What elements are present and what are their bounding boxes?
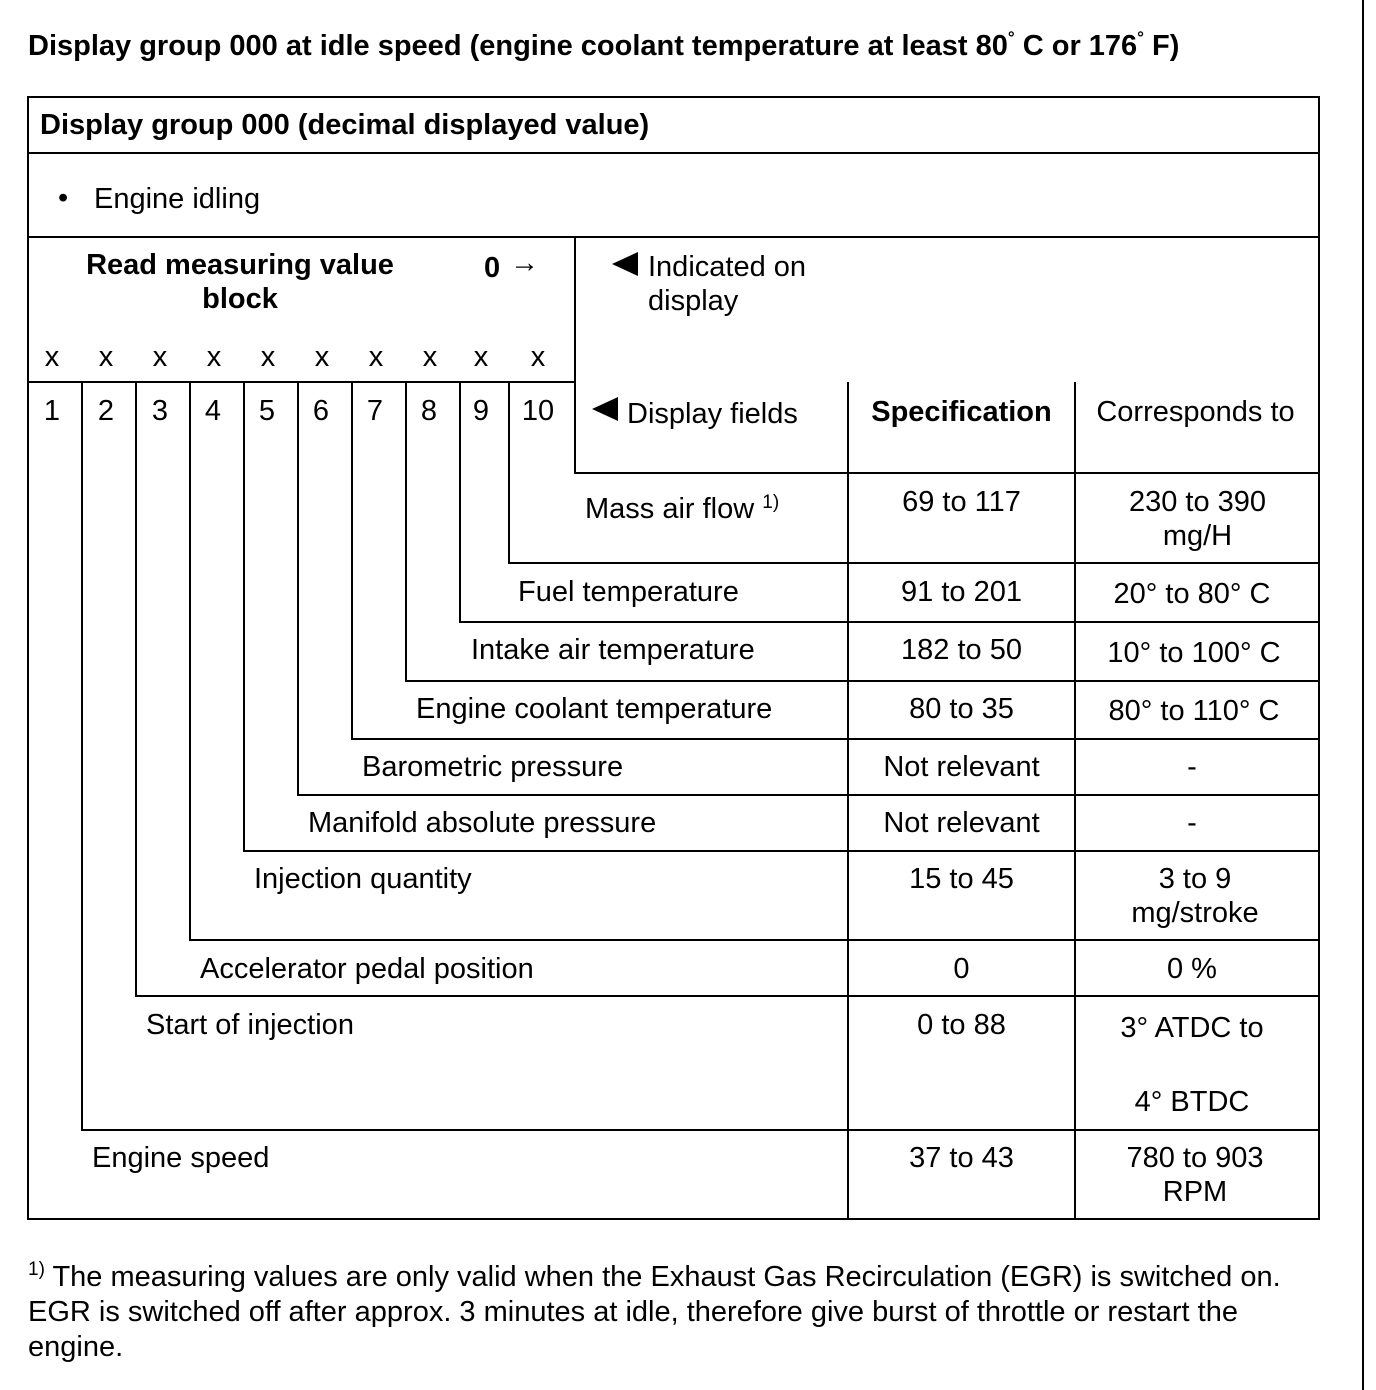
- degree-symbol: °: [1007, 28, 1015, 47]
- field-label: Intake air temperature: [471, 634, 755, 666]
- field-label: Barometric pressure: [362, 751, 624, 783]
- row-divider: [135, 995, 1320, 997]
- page-title: [28, 29, 1179, 63]
- x-mark: x: [368, 341, 384, 373]
- x-mark: x: [314, 341, 330, 373]
- read-block-label: Read measuring value block: [86, 249, 394, 315]
- field-number: 5: [258, 395, 276, 427]
- field-10-leader: [508, 382, 510, 563]
- field-number: 2: [97, 395, 115, 427]
- spec-value: 91 to 201: [901, 576, 1022, 608]
- spec-value: 80 to 35: [909, 693, 1014, 725]
- page-title-prefix: Display group 000 at idle speed (engine coolant temperature at least 80: [28, 30, 1008, 62]
- spec-value: 37 to 43: [909, 1142, 1014, 1174]
- table-border: [27, 96, 1320, 98]
- field-label: Manifold absolute pressure: [308, 807, 657, 839]
- spec-value: 69 to 117: [902, 486, 1021, 518]
- page-title-middle: C or 176: [1014, 30, 1138, 62]
- indicated-on-display: Indicated on display: [648, 251, 807, 317]
- field-label: Start of injection: [146, 1009, 354, 1041]
- spec-value: 0 to 88: [917, 1009, 1006, 1041]
- table-caption: Display group 000 (decimal displayed value): [40, 109, 650, 141]
- spec-value: 0: [953, 953, 970, 985]
- corresponds-value: 80° to 110° C: [1108, 695, 1280, 727]
- table-border: [27, 1218, 1320, 1220]
- row-divider: [243, 850, 1320, 852]
- row-divider: [459, 621, 1320, 623]
- row-divider: [189, 939, 1320, 941]
- field-label-text: Mass air flow: [585, 493, 755, 525]
- degree-symbol: °: [1137, 28, 1144, 47]
- spec-value: 182 to 50: [901, 634, 1022, 666]
- field-label: Engine speed: [92, 1142, 270, 1174]
- field-number: 4: [204, 395, 222, 427]
- triangle-left-icon: [612, 252, 638, 276]
- footnote: [28, 1260, 1318, 1365]
- right-arrow-icon: →: [510, 247, 539, 279]
- field-label: Engine coolant temperature: [416, 693, 773, 725]
- corresponds-value: 3 to 9 mg/stroke: [1131, 863, 1259, 929]
- spec-value: Not relevant: [883, 751, 1040, 783]
- x-mark: x: [98, 341, 114, 373]
- x-mark: x: [473, 341, 489, 373]
- corresponds-value-line2: 4° BTDC: [1134, 1086, 1250, 1118]
- x-mark: x: [422, 341, 438, 373]
- divider: [574, 472, 1320, 474]
- corresponds-value: 3° ATDC to: [1120, 1012, 1264, 1044]
- corresponds-value: 230 to 390 mg/H: [1128, 486, 1267, 552]
- field-9-leader: [459, 382, 461, 622]
- corresponds-value: 20° to 80° C: [1113, 578, 1271, 610]
- field-number: 8: [420, 395, 438, 427]
- field-label: Injection quantity: [254, 863, 472, 895]
- spec-value: 15 to 45: [909, 863, 1014, 895]
- page-title-suffix: F): [1143, 30, 1180, 62]
- field-number: 3: [151, 395, 169, 427]
- row-divider: [81, 1129, 1320, 1131]
- field-6-leader: [297, 382, 299, 795]
- field-8-leader: [405, 382, 407, 681]
- field-3-leader: [135, 382, 137, 996]
- divider: [27, 236, 1320, 238]
- corresponds-value: 780 to 903 RPM: [1126, 1142, 1264, 1208]
- spec-value: Not relevant: [883, 807, 1040, 839]
- x-mark: x: [44, 341, 60, 373]
- field-5-leader: [243, 382, 245, 851]
- field-label: Accelerator pedal position: [200, 953, 534, 985]
- row-divider: [351, 738, 1320, 740]
- field-number: 6: [312, 395, 330, 427]
- field-number: 1: [43, 395, 61, 427]
- x-mark: x: [260, 341, 276, 373]
- row-divider: [297, 794, 1320, 796]
- field-2-leader: [81, 382, 83, 1130]
- divider: [27, 152, 1320, 154]
- table-border: [1318, 96, 1320, 1220]
- group-number: 0: [484, 252, 501, 284]
- divider: [27, 381, 575, 383]
- footnote-text: The measuring values are only valid when the Exhaust Gas Recirculation (EGR) is switched on. EGR is switched off after approx. 3 minutes at idle, therefore give burst of throttle or restart the engine.: [28, 1261, 1281, 1363]
- table-border: [27, 96, 29, 1220]
- specification-header: Specification: [871, 396, 1052, 428]
- footnote-marker: 1): [28, 1259, 45, 1280]
- corresponds-value: 10° to 100° C: [1107, 637, 1281, 669]
- corresponds-value: -: [1187, 807, 1197, 839]
- field-label: [585, 492, 779, 526]
- corresponds-value: 0 %: [1167, 953, 1217, 985]
- footnote-ref: 1): [762, 492, 780, 513]
- condition-text: Engine idling: [94, 183, 261, 215]
- field-number: 9: [472, 395, 490, 427]
- field-7-leader: [351, 382, 353, 739]
- x-mark: x: [152, 341, 168, 373]
- row-divider: [405, 680, 1320, 682]
- divider: [574, 236, 576, 474]
- field-4-leader: [189, 382, 191, 940]
- bullet: •: [58, 182, 69, 214]
- row-divider: [508, 562, 1320, 564]
- display-fields-header: Display fields: [627, 398, 798, 430]
- corresponds-value: -: [1187, 751, 1197, 783]
- triangle-left-icon: [592, 397, 618, 421]
- x-mark: x: [530, 341, 546, 373]
- corresponds-header: Corresponds to: [1096, 396, 1295, 428]
- field-number: 10: [521, 395, 555, 427]
- field-label: Fuel temperature: [518, 576, 739, 608]
- field-number: 7: [366, 395, 384, 427]
- x-mark: x: [206, 341, 222, 373]
- page-edge-line: [1362, 0, 1364, 1390]
